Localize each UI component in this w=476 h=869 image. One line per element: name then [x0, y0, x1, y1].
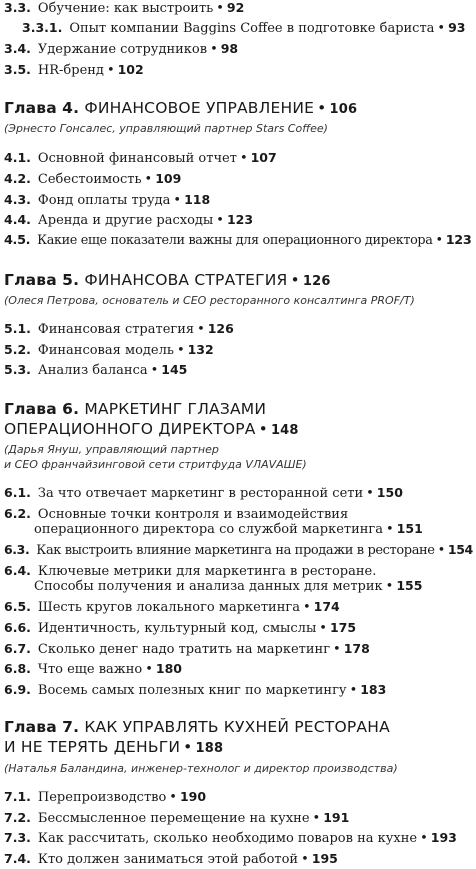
toc-item: 4.5. Какие еще показатели важны для операционного директора • 123: [4, 233, 472, 248]
chapter-author: и CEO франчайзинговой сети стритфуда VЛАVАШЕ): [4, 458, 307, 471]
item-number: 3.5.: [4, 62, 31, 77]
toc-item: 6.5. Шесть кругов локального маркетинга • 174: [4, 599, 340, 615]
chapter-title: ФИНАНСОВА СТРАТЕГИЯ: [84, 271, 288, 289]
page-number: 188: [195, 741, 224, 756]
toc-item: 6.9. Восемь самых полезных книг по маркетингу • 183: [4, 682, 387, 698]
toc-item: 6.2. Основные точки контроля и взаимодействия: [4, 506, 349, 522]
toc-item: 5.3. Анализ баланса • 145: [4, 362, 188, 378]
page-number: 106: [329, 102, 358, 117]
chapter-title: МАРКЕТИНГ ГЛАЗАМИ: [84, 400, 267, 418]
item-title: Обучение: как выстроить: [37, 1, 214, 16]
toc-item: 6.3. Как выстроить влияние маркетинга на продажи в ресторане • 154: [4, 542, 473, 558]
item-title: Удержание сотрудников: [37, 42, 208, 57]
toc-item: 6.4. Ключевые метрики для маркетинга в ресторане.: [4, 563, 377, 579]
chapter-author: (Эрнесто Гонсалес, управляющий партнер Stars Coffee): [4, 122, 328, 135]
toc-item: 6.7. Сколько денег надо тратить на маркетинг • 178: [4, 641, 370, 657]
toc-item: 3.3. Обучение: как выстроить • 92: [4, 0, 245, 16]
chapter-author: (Олеся Петрова, основатель и CEO ресторанного консалтинга PROF/T): [4, 294, 415, 307]
toc-item: 7.2. Бессмысленное перемещение на кухне • 191: [4, 810, 350, 826]
chapter-author: (Дарья Януш, управляющий партнер: [4, 443, 219, 456]
toc-item: 6.8. Что еще важно • 180: [4, 661, 182, 677]
item-number: 3.4.: [4, 41, 31, 56]
page-number: 92: [226, 0, 245, 15]
item-title: HR-бренд: [37, 63, 104, 78]
chapter-author: (Наталья Баландина, инженер-технолог и директор производства): [4, 762, 398, 775]
toc-subitem: 3.3.1. Опыт компании Baggins Coffee в подготовке бариста • 93: [22, 20, 466, 36]
toc-item: 7.1. Перепроизводство • 190: [4, 789, 207, 805]
toc-item-cont: Способы получения и анализа данных для метрик • 155: [34, 578, 423, 594]
toc-item: 5.1. Финансовая стратегия • 126: [4, 321, 234, 337]
item-title: Опыт компании Baggins Coffee в подготовке бариста: [69, 21, 435, 36]
toc-item-cont: операционного директора со службой маркетинга • 151: [34, 521, 423, 537]
toc-item: 7.4. Кто должен заниматься этой работой • 195: [4, 851, 338, 867]
toc-item: 6.6. Идентичность, культурный код, смыслы • 175: [4, 620, 357, 636]
toc-item: 4.2. Себестоимость • 109: [4, 171, 182, 187]
toc-item: 5.2. Финансовая модель • 132: [4, 342, 214, 358]
chapter-heading: Глава 6. МАРКЕТИНГ ГЛАЗАМИ: [4, 400, 267, 418]
page-number: 93: [448, 20, 466, 35]
toc-item: 3.4. Удержание сотрудников • 98: [4, 41, 239, 57]
chapter-heading: Глава 5. ФИНАНСОВА СТРАТЕГИЯ • 126: [4, 271, 331, 289]
toc-item: 4.4. Аренда и другие расходы • 123: [4, 212, 254, 228]
chapter-heading-cont: И НЕ ТЕРЯТЬ ДЕНЬГИ • 188: [4, 738, 224, 756]
toc-item: 4.1. Основной финансовый отчет • 107: [4, 150, 277, 166]
item-number: 3.3.: [4, 0, 31, 15]
chapter-title: ФИНАНСОВОЕ УПРАВЛЕНИЕ: [84, 99, 315, 117]
chapter-title: КАК УПРАВЛЯТЬ КУХНЕЙ РЕСТОРАНА: [84, 718, 390, 736]
chapter-heading-cont: ОПЕРАЦИОННОГО ДИРЕКТОРА • 148: [4, 420, 299, 438]
page-number: 98: [220, 41, 239, 56]
page-number: 102: [117, 62, 144, 77]
chapter-heading: Глава 4. ФИНАНСОВОЕ УПРАВЛЕНИЕ • 106: [4, 99, 358, 117]
item-number: 3.3.1.: [22, 20, 63, 35]
toc-item: 7.3. Как рассчитать, сколько необходимо поваров на кухне • 193: [4, 830, 457, 846]
chapter-heading: Глава 7. КАК УПРАВЛЯТЬ КУХНЕЙ РЕСТОРАНА: [4, 718, 390, 736]
toc-item: 6.1. За что отвечает маркетинг в ресторанной сети • 150: [4, 485, 403, 501]
toc-item: 4.3. Фонд оплаты труда • 118: [4, 192, 211, 208]
page-number: 126: [302, 274, 331, 289]
page-number: 148: [270, 423, 299, 438]
toc-item: 3.5. HR-бренд • 102: [4, 62, 144, 78]
